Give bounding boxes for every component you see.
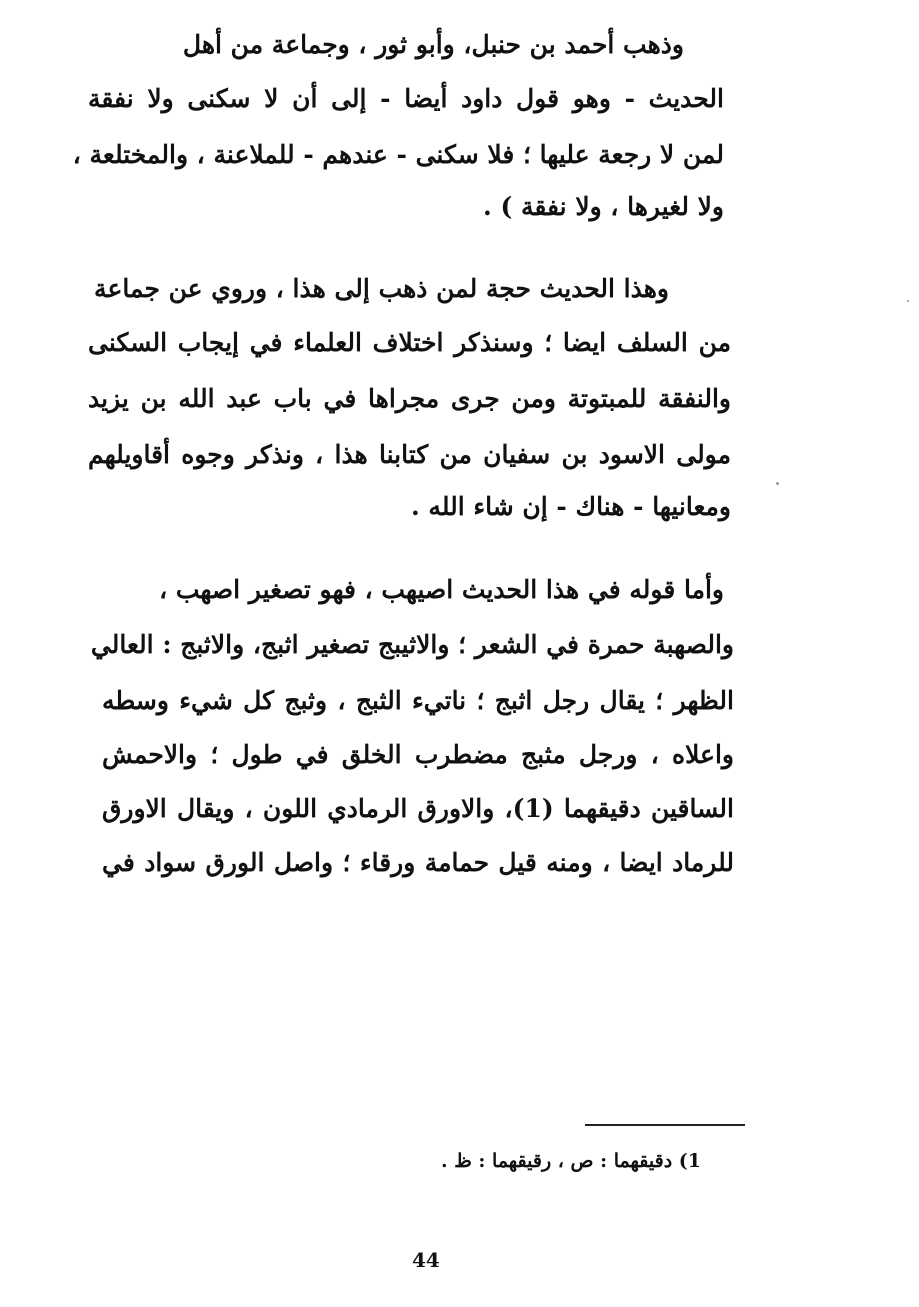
scan-speck xyxy=(907,300,909,302)
text-line: للرماد ايضا ، ومنه قيل حمامة ورقاء ؛ واصل الورق سواد في xyxy=(102,848,734,877)
text-line: الساقين دقيقهما (1)، والاورق الرمادي اللون ، ويقال الاورق xyxy=(102,794,734,823)
page-number: 44 xyxy=(412,1248,440,1272)
text-line: وهذا الحديث حجة لمن ذهب إلى هذا ، وروي عن جماعة xyxy=(94,274,669,303)
text-line: وأما قوله في هذا الحديث اصيهب ، فهو تصغير اصهب ، xyxy=(159,575,724,604)
text-line: واعلاه ، ورجل مثبج مضطرب الخلق في طول ؛ والاحمش xyxy=(102,740,734,769)
text-line: وذهب أحمد بن حنبل، وأبو ثور ، وجماعة من أهل xyxy=(182,30,684,59)
text-line: ولا لغيرها ، ولا نفقة ) . xyxy=(483,192,724,221)
footnote-separator xyxy=(585,1124,745,1126)
footnote: 1) دقيقهما : ص ، رقيقهما : ظ . xyxy=(440,1150,701,1172)
text-line: الظهر ؛ يقال رجل اثبج ؛ ناتيء الثبج ، وثبج كل شيء وسطه xyxy=(102,686,734,715)
scan-speck xyxy=(776,482,779,485)
text-line: مولى الاسود بن سفيان من كتابنا هذا ، ونذكر وجوه أقاويلهم xyxy=(88,440,731,469)
text-line: من السلف ايضا ؛ وسنذكر اختلاف العلماء في إيجاب السكنى xyxy=(88,328,731,357)
text-line: والنفقة للمبتوتة ومن جرى مجراها في باب عبد الله بن يزيد xyxy=(88,384,731,413)
text-line: لمن لا رجعة عليها ؛ فلا سكنى - عندهم - للملاعنة ، والمختلعة ، xyxy=(72,140,724,169)
text-line: الحديث - وهو قول داود أيضا - إلى أن لا سكنى ولا نفقة xyxy=(88,84,724,113)
text-line: والصهبة حمرة في الشعر ؛ والاثيبج تصغير اثبج، والاثبج : العالي xyxy=(90,630,734,659)
text-line: ومعانيها - هناك - إن شاء الله . xyxy=(411,492,731,521)
